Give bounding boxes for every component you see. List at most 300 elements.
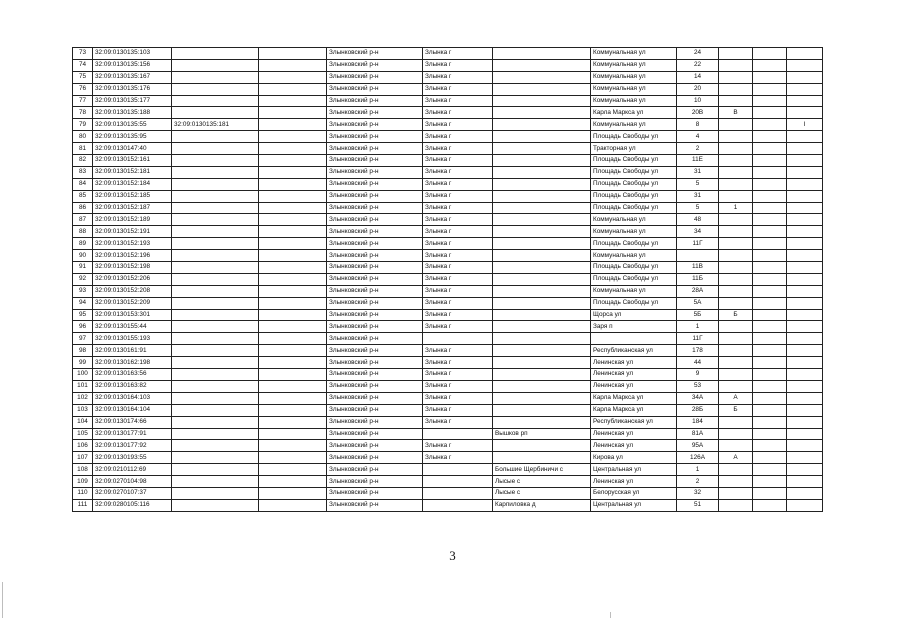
settlement-cell (493, 333, 591, 345)
empty-cell (753, 297, 787, 309)
cadastral-number-cell: 32:09:0130152:208 (93, 285, 172, 297)
building-letter-cell (719, 155, 753, 167)
row-number-cell: 94 (73, 297, 93, 309)
cadastral-number-cell: 32:09:0130152:198 (93, 262, 172, 274)
house-number-cell: 10 (677, 95, 719, 107)
empty-cell (259, 392, 327, 404)
city-cell: Злынка г (423, 190, 493, 202)
table-row (73, 190, 823, 202)
settlement-cell (493, 214, 591, 226)
row-number-cell: 93 (73, 285, 93, 297)
settlement-cell (493, 369, 591, 381)
empty-cell (259, 48, 327, 60)
previous-number-cell (172, 143, 259, 155)
house-number-cell: 5 (677, 202, 719, 214)
district-cell: Злынковский р-н (327, 285, 423, 297)
previous-number-cell (172, 309, 259, 321)
district-cell: Злынковский р-н (327, 345, 423, 357)
row-number-cell: 95 (73, 309, 93, 321)
previous-number-cell (172, 297, 259, 309)
empty-cell (259, 226, 327, 238)
street-cell: Ленинская ул (591, 357, 677, 369)
city-cell: Злынка г (423, 285, 493, 297)
previous-number-cell (172, 190, 259, 202)
flat-cell (787, 499, 823, 511)
flat-cell (787, 273, 823, 285)
street-cell: Коммунальная ул (591, 71, 677, 83)
previous-number-cell (172, 155, 259, 167)
building-letter-cell (719, 369, 753, 381)
empty-cell (259, 487, 327, 499)
table-row (73, 464, 823, 476)
empty-cell (259, 404, 327, 416)
table-row (73, 202, 823, 214)
empty-cell (753, 452, 787, 464)
row-number-cell: 76 (73, 83, 93, 95)
empty-cell (259, 369, 327, 381)
table-row (73, 428, 823, 440)
settlement-cell (493, 59, 591, 71)
row-number-cell: 87 (73, 214, 93, 226)
scan-edge-mark-left (2, 582, 3, 618)
flat-cell (787, 309, 823, 321)
city-cell (423, 476, 493, 488)
street-cell: Коммунальная ул (591, 285, 677, 297)
flat-cell (787, 71, 823, 83)
row-number-cell: 106 (73, 440, 93, 452)
cadastral-number-cell: 32:09:0130135:156 (93, 59, 172, 71)
table-row (73, 416, 823, 428)
house-number-cell: 81А (677, 428, 719, 440)
row-number-cell: 91 (73, 262, 93, 274)
building-letter-cell (719, 214, 753, 226)
city-cell: Злынка г (423, 416, 493, 428)
house-number-cell: 28А (677, 285, 719, 297)
settlement-cell (493, 71, 591, 83)
table-row (73, 309, 823, 321)
empty-cell (753, 392, 787, 404)
table-row (73, 273, 823, 285)
table-row (73, 333, 823, 345)
house-number-cell: 8 (677, 119, 719, 131)
house-number-cell: 31 (677, 190, 719, 202)
district-cell: Злынковский р-н (327, 452, 423, 464)
table-row (73, 238, 823, 250)
building-letter-cell (719, 476, 753, 488)
city-cell: Злынка г (423, 95, 493, 107)
building-letter-cell (719, 178, 753, 190)
street-cell: Коммунальная ул (591, 214, 677, 226)
empty-cell (753, 48, 787, 60)
city-cell (423, 428, 493, 440)
city-cell: Злынка г (423, 214, 493, 226)
empty-cell (753, 143, 787, 155)
building-letter-cell (719, 262, 753, 274)
street-cell: Коммунальная ул (591, 48, 677, 60)
settlement-cell (493, 273, 591, 285)
street-cell: Щорса ул (591, 309, 677, 321)
settlement-cell (493, 131, 591, 143)
empty-cell (753, 238, 787, 250)
city-cell: Злынка г (423, 107, 493, 119)
cadastral-number-cell: 32:09:0130152:184 (93, 178, 172, 190)
previous-number-cell (172, 440, 259, 452)
empty-cell (259, 321, 327, 333)
cadastral-number-cell: 32:09:0130152:196 (93, 250, 172, 262)
house-number-cell: 51 (677, 499, 719, 511)
empty-cell (259, 309, 327, 321)
district-cell: Злынковский р-н (327, 238, 423, 250)
previous-number-cell (172, 499, 259, 511)
table-row (73, 214, 823, 226)
cadastral-number-cell: 32:09:0130135:95 (93, 131, 172, 143)
city-cell: Злынка г (423, 404, 493, 416)
empty-cell (753, 155, 787, 167)
empty-cell (753, 487, 787, 499)
table-row (73, 226, 823, 238)
empty-cell (259, 262, 327, 274)
cadastral-number-cell: 32:09:0130152:185 (93, 190, 172, 202)
building-letter-cell (719, 95, 753, 107)
empty-cell (259, 357, 327, 369)
street-cell: Ленинская ул (591, 369, 677, 381)
row-number-cell: 81 (73, 143, 93, 155)
street-cell: Республиканская ул (591, 416, 677, 428)
building-letter-cell: В (719, 107, 753, 119)
district-cell: Злынковский р-н (327, 155, 423, 167)
empty-cell (753, 226, 787, 238)
cadastral-number-cell: 32:09:0130163:82 (93, 380, 172, 392)
empty-cell (753, 440, 787, 452)
street-cell: Площадь Свободы ул (591, 178, 677, 190)
street-cell: Заря п (591, 321, 677, 333)
settlement-cell (493, 345, 591, 357)
street-cell: Белорусская ул (591, 487, 677, 499)
scan-edge-mark-bottom (610, 612, 611, 618)
district-cell: Злынковский р-н (327, 297, 423, 309)
empty-cell (753, 262, 787, 274)
street-cell: Тракторная ул (591, 143, 677, 155)
cadastral-number-cell: 32:09:0130147:40 (93, 143, 172, 155)
settlement-cell (493, 416, 591, 428)
row-number-cell: 102 (73, 392, 93, 404)
row-number-cell: 80 (73, 131, 93, 143)
building-letter-cell (719, 416, 753, 428)
city-cell: Злынка г (423, 357, 493, 369)
city-cell: Злынка г (423, 59, 493, 71)
house-number-cell: 32 (677, 487, 719, 499)
district-cell: Злынковский р-н (327, 499, 423, 511)
empty-cell (753, 107, 787, 119)
district-cell: Злынковский р-н (327, 59, 423, 71)
settlement-cell (493, 262, 591, 274)
building-letter-cell (719, 131, 753, 143)
previous-number-cell (172, 83, 259, 95)
empty-cell (259, 143, 327, 155)
row-number-cell: 101 (73, 380, 93, 392)
cadastral-number-cell: 32:09:0130161:91 (93, 345, 172, 357)
house-number-cell: 1 (677, 464, 719, 476)
district-cell: Злынковский р-н (327, 250, 423, 262)
cadastral-number-cell: 32:09:0130163:56 (93, 369, 172, 381)
house-number-cell: 2 (677, 143, 719, 155)
street-cell: Площадь Свободы ул (591, 262, 677, 274)
street-cell: Карла Маркса ул (591, 404, 677, 416)
cadastral-number-cell: 32:09:0130164:104 (93, 404, 172, 416)
city-cell (423, 499, 493, 511)
flat-cell: I (787, 119, 823, 131)
cadastral-number-cell: 32:09:0130152:209 (93, 297, 172, 309)
empty-cell (259, 452, 327, 464)
cadastral-number-cell: 32:09:0130135:177 (93, 95, 172, 107)
empty-cell (259, 178, 327, 190)
street-cell: Коммунальная ул (591, 226, 677, 238)
empty-cell (259, 107, 327, 119)
building-letter-cell (719, 59, 753, 71)
cadastral-number-cell: 32:09:0130135:188 (93, 107, 172, 119)
building-letter-cell: 1 (719, 202, 753, 214)
district-cell: Злынковский р-н (327, 273, 423, 285)
settlement-cell (493, 107, 591, 119)
settlement-cell (493, 452, 591, 464)
city-cell: Злынка г (423, 321, 493, 333)
house-number-cell: 53 (677, 380, 719, 392)
building-letter-cell (719, 285, 753, 297)
table-row (73, 345, 823, 357)
house-number-cell: 126А (677, 452, 719, 464)
row-number-cell: 110 (73, 487, 93, 499)
street-cell: Ленинская ул (591, 380, 677, 392)
row-number-cell: 74 (73, 59, 93, 71)
table-row (73, 59, 823, 71)
row-number-cell: 86 (73, 202, 93, 214)
row-number-cell: 77 (73, 95, 93, 107)
previous-number-cell (172, 428, 259, 440)
cadastral-number-cell: 32:09:0130152:189 (93, 214, 172, 226)
row-number-cell: 75 (73, 71, 93, 83)
city-cell: Злынка г (423, 345, 493, 357)
building-letter-cell (719, 226, 753, 238)
previous-number-cell (172, 416, 259, 428)
flat-cell (787, 190, 823, 202)
building-letter-cell (719, 487, 753, 499)
empty-cell (753, 464, 787, 476)
city-cell: Злынка г (423, 369, 493, 381)
table-row (73, 380, 823, 392)
empty-cell (259, 202, 327, 214)
house-number-cell: 28Б (677, 404, 719, 416)
street-cell: Коммунальная ул (591, 250, 677, 262)
city-cell: Злынка г (423, 71, 493, 83)
district-cell: Злынковский р-н (327, 428, 423, 440)
empty-cell (259, 71, 327, 83)
city-cell: Злынка г (423, 262, 493, 274)
empty-cell (753, 285, 787, 297)
empty-cell (259, 428, 327, 440)
street-cell: Карла Маркса ул (591, 392, 677, 404)
cadastral-number-cell: 32:09:0130152:161 (93, 155, 172, 167)
flat-cell (787, 440, 823, 452)
building-letter-cell (719, 428, 753, 440)
empty-cell (753, 499, 787, 511)
cadastral-number-cell: 32:09:0130152:206 (93, 273, 172, 285)
district-cell: Злынковский р-н (327, 190, 423, 202)
city-cell: Злынка г (423, 166, 493, 178)
district-cell: Злынковский р-н (327, 143, 423, 155)
street-cell: Коммунальная ул (591, 119, 677, 131)
building-letter-cell (719, 83, 753, 95)
flat-cell (787, 95, 823, 107)
row-number-cell: 108 (73, 464, 93, 476)
street-cell: Площадь Свободы ул (591, 166, 677, 178)
settlement-cell (493, 285, 591, 297)
flat-cell (787, 428, 823, 440)
building-letter-cell (719, 166, 753, 178)
row-number-cell: 109 (73, 476, 93, 488)
building-letter-cell (719, 71, 753, 83)
empty-cell (259, 416, 327, 428)
empty-cell (753, 250, 787, 262)
flat-cell (787, 487, 823, 499)
city-cell: Злынка г (423, 48, 493, 60)
house-number-cell: 178 (677, 345, 719, 357)
cadastral-number-cell: 32:09:0130135:55 (93, 119, 172, 131)
table-row (73, 285, 823, 297)
house-number-cell: 14 (677, 71, 719, 83)
previous-number-cell (172, 178, 259, 190)
previous-number-cell (172, 166, 259, 178)
street-cell: Кирова ул (591, 452, 677, 464)
house-number-cell (677, 250, 719, 262)
empty-cell (753, 59, 787, 71)
house-number-cell: 5 (677, 178, 719, 190)
empty-cell (259, 238, 327, 250)
cadastral-number-cell: 32:09:0130174:66 (93, 416, 172, 428)
flat-cell (787, 131, 823, 143)
house-number-cell: 34А (677, 392, 719, 404)
empty-cell (259, 83, 327, 95)
previous-number-cell (172, 487, 259, 499)
flat-cell (787, 357, 823, 369)
building-letter-cell (719, 499, 753, 511)
building-letter-cell (719, 321, 753, 333)
building-letter-cell (719, 250, 753, 262)
house-number-cell: 20 (677, 83, 719, 95)
settlement-cell (493, 309, 591, 321)
empty-cell (259, 250, 327, 262)
previous-number-cell (172, 404, 259, 416)
street-cell: Ленинская ул (591, 440, 677, 452)
empty-cell (259, 95, 327, 107)
house-number-cell: 11Г (677, 238, 719, 250)
cadastral-number-cell: 32:09:0130193:55 (93, 452, 172, 464)
empty-cell (259, 273, 327, 285)
district-cell: Злынковский р-н (327, 416, 423, 428)
house-number-cell: 95А (677, 440, 719, 452)
flat-cell (787, 83, 823, 95)
street-cell: Коммунальная ул (591, 83, 677, 95)
district-cell: Злынковский р-н (327, 119, 423, 131)
cadastral-number-cell: 32:09:0280105:116 (93, 499, 172, 511)
city-cell: Злынка г (423, 155, 493, 167)
previous-number-cell (172, 59, 259, 71)
city-cell: Злынка г (423, 178, 493, 190)
cadastral-registry-table (72, 47, 823, 512)
street-cell (591, 333, 677, 345)
building-letter-cell: Б (719, 309, 753, 321)
building-letter-cell (719, 440, 753, 452)
house-number-cell: 4 (677, 131, 719, 143)
row-number-cell: 90 (73, 250, 93, 262)
empty-cell (259, 166, 327, 178)
row-number-cell: 85 (73, 190, 93, 202)
street-cell: Ленинская ул (591, 476, 677, 488)
empty-cell (259, 214, 327, 226)
previous-number-cell (172, 452, 259, 464)
table-row (73, 48, 823, 60)
street-cell: Карла Маркса ул (591, 107, 677, 119)
settlement-cell (493, 392, 591, 404)
house-number-cell: 2 (677, 476, 719, 488)
district-cell: Злынковский р-н (327, 309, 423, 321)
empty-cell (753, 333, 787, 345)
city-cell: Злынка г (423, 250, 493, 262)
table-row (73, 392, 823, 404)
row-number-cell: 104 (73, 416, 93, 428)
city-cell (423, 464, 493, 476)
empty-cell (753, 273, 787, 285)
building-letter-cell (719, 273, 753, 285)
flat-cell (787, 107, 823, 119)
city-cell: Злынка г (423, 380, 493, 392)
house-number-cell: 11Е (677, 155, 719, 167)
table-row (73, 487, 823, 499)
table-row (73, 107, 823, 119)
district-cell: Злынковский р-н (327, 95, 423, 107)
empty-cell (753, 309, 787, 321)
house-number-cell: 11В (677, 262, 719, 274)
empty-cell (753, 321, 787, 333)
cadastral-number-cell: 32:09:0130164:103 (93, 392, 172, 404)
district-cell: Злынковский р-н (327, 380, 423, 392)
street-cell: Ленинская ул (591, 428, 677, 440)
city-cell: Злынка г (423, 226, 493, 238)
flat-cell (787, 250, 823, 262)
previous-number-cell (172, 131, 259, 143)
empty-cell (753, 178, 787, 190)
table-row (73, 452, 823, 464)
empty-cell (259, 464, 327, 476)
district-cell: Злынковский р-н (327, 166, 423, 178)
table-row (73, 166, 823, 178)
district-cell: Злынковский р-н (327, 487, 423, 499)
row-number-cell: 105 (73, 428, 93, 440)
empty-cell (753, 380, 787, 392)
settlement-cell (493, 178, 591, 190)
district-cell: Злынковский р-н (327, 202, 423, 214)
registry-table-body (73, 48, 823, 512)
settlement-cell (493, 48, 591, 60)
cadastral-number-cell: 32:09:0130177:91 (93, 428, 172, 440)
table-row (73, 95, 823, 107)
city-cell (423, 333, 493, 345)
empty-cell (753, 83, 787, 95)
street-cell: Коммунальная ул (591, 59, 677, 71)
row-number-cell: 100 (73, 369, 93, 381)
cadastral-number-cell: 32:09:0130135:176 (93, 83, 172, 95)
previous-number-cell (172, 345, 259, 357)
district-cell: Злынковский р-н (327, 476, 423, 488)
